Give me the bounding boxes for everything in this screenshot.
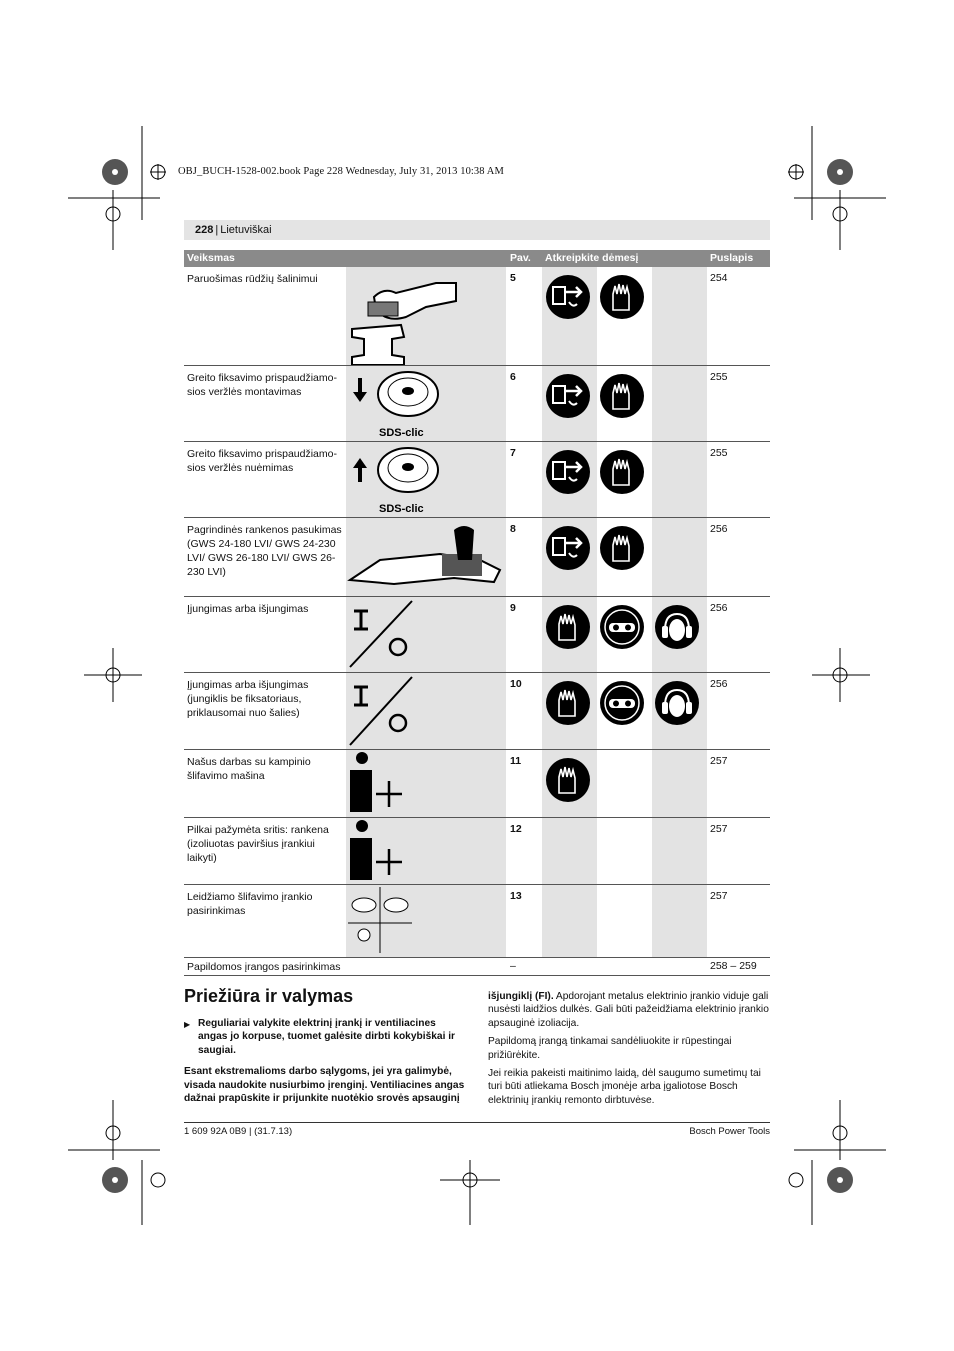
row-fig: – — [510, 960, 516, 972]
row-action: Įjungimas arba išjungimas — [187, 603, 309, 615]
operations-table — [184, 250, 770, 976]
handle-rotation-illustration — [346, 518, 508, 596]
table-row — [184, 958, 770, 976]
goggles-icon — [599, 604, 645, 650]
page-separator: | — [215, 224, 219, 236]
unplug-icon — [545, 525, 591, 571]
print-header: OBJ_BUCH-1528-002.book Page 228 Wednesday, July 31, 2013 10:38 AM — [178, 166, 504, 177]
row-fig: 6 — [510, 371, 516, 383]
left-column — [184, 1017, 466, 1110]
table-row — [184, 267, 770, 366]
row-fig: 10 — [510, 678, 522, 690]
section-title: Priežiūra ir valymas — [184, 986, 354, 1006]
table-row — [184, 818, 770, 885]
gloves-icon — [599, 274, 645, 320]
table-row — [184, 597, 770, 673]
row-page: 256 — [710, 678, 728, 690]
row-action: Pagrindinės rankenos pasukimas (GWS 24-180 LVI/ GWS 24-230 LVI/ GWS 26-180 LVI/ GWS 26-230 LVI) — [187, 524, 342, 578]
row-fig: 12 — [510, 823, 522, 835]
bullet-triangle-icon: ▶ — [184, 1020, 191, 1029]
row-fig: 13 — [510, 890, 522, 902]
row-action: Greito fiksavimo prispaudžiamo-sios veržlės montavimas — [187, 372, 337, 398]
unplug-icon — [545, 373, 591, 419]
on-off-switch-illustration — [346, 597, 508, 672]
unplug-icon — [545, 449, 591, 495]
gloves-icon — [599, 525, 645, 571]
gloves-icon — [545, 680, 591, 726]
row-action: Papildomos įrangos pasirinkimas — [187, 961, 341, 973]
row-fig: 8 — [510, 523, 516, 535]
gloves-icon — [545, 757, 591, 803]
row-fig: 9 — [510, 602, 516, 614]
table-row — [184, 750, 770, 818]
row-page: 256 — [710, 602, 728, 614]
row-page: 257 — [710, 823, 728, 835]
goggles-icon — [599, 680, 645, 726]
rust-removal-illustration — [346, 267, 508, 365]
on-off-switch-illustration — [346, 673, 508, 749]
row-page: 255 — [710, 371, 728, 383]
table-row — [184, 442, 770, 518]
info-plus-icon — [346, 750, 508, 817]
header-action: Veiksmas — [187, 252, 235, 264]
row-fig: 11 — [510, 755, 522, 767]
footer-docnumber: 1 609 92A 0B9 | (31.7.13) — [184, 1126, 293, 1137]
gloves-icon — [599, 373, 645, 419]
table-row — [184, 673, 770, 750]
nut-mounting-illustration — [346, 366, 508, 441]
info-plus-icon — [346, 818, 508, 884]
gloves-icon — [599, 449, 645, 495]
page-number: 228 — [195, 224, 214, 236]
table-header — [184, 250, 770, 267]
right-column — [488, 990, 770, 1112]
row-action: Greito fiksavimo prispaudžiamo-sios veržlės nuėmimas — [187, 448, 337, 474]
grinding-tools-illustration — [346, 885, 508, 957]
row-fig: 5 — [510, 272, 516, 284]
right-paragraph-1: Apdorojant metalus elektrinio įrankio viduje gali nusėsti laidžios dulkės. Gali būti pažeidžiama elektrinio įrankio apsauginė izoliacija. — [488, 991, 769, 1029]
bullet-text: Reguliariai valykite elektrinį įrankį ir ventiliacines angas jo korpuse, tuomet galėsite dirbti kokybiškai ir saugiai. — [198, 1018, 456, 1056]
table-row — [184, 366, 770, 442]
sds-clic-label: SDS-clic — [379, 427, 424, 439]
fi-switch-text: išjungiklį (FI). — [488, 991, 554, 1002]
bold-paragraph: Esant ekstremalioms darbo sąlygoms, jei yra galimybė, visada naudokite nusiurbimo įrenginį. Ventiliacines angas dažnai prapūskite ir prijunkite nuotėkio srovės apsauginį — [184, 1066, 465, 1105]
gloves-icon — [545, 604, 591, 650]
right-paragraph-2: Papildomą įrangą tinkamai sandėliuokite ir rūpestingai prižiūrėkite. — [488, 1036, 732, 1061]
right-paragraph-3: Jei reikia pakeisti maitinimo laidą, dėl saugumo sumetimų tai turi būti atliekama Bosch įmonėje arba įgaliotose Bosch elektrinių įrankių remonto dirbtuvėse. — [488, 1068, 761, 1106]
header-fig: Pav. — [510, 252, 531, 264]
row-action: Našus darbas su kampinio šlifavimo mašina — [187, 756, 311, 782]
row-action: Paruošimas rūdžių šalinimui — [187, 273, 318, 285]
nut-removal-illustration — [346, 442, 508, 517]
footer-divider — [184, 1122, 770, 1123]
row-page: 254 — [710, 272, 728, 284]
ear-protection-icon — [654, 680, 700, 726]
row-action: Pilkai pažymėta sritis: rankena (izoliuotas paviršius įrankiui laikyti) — [187, 824, 329, 864]
row-action: Įjungimas arba išjungimas (jungiklis be fiksatoriaus, priklausomai nuo šalies) — [187, 679, 309, 719]
header-page: Puslapis — [710, 252, 754, 264]
header-attention: Atkreipkite dėmesį — [545, 252, 639, 264]
row-page: 257 — [710, 755, 728, 767]
unplug-icon — [545, 274, 591, 320]
table-row — [184, 518, 770, 597]
table-row — [184, 885, 770, 958]
footer-brand: Bosch Power Tools — [689, 1126, 770, 1137]
row-page: 258 – 259 — [710, 960, 757, 972]
row-page: 256 — [710, 523, 728, 535]
sds-clic-label: SDS-clic — [379, 503, 424, 515]
row-fig: 7 — [510, 447, 516, 459]
row-page: 257 — [710, 890, 728, 902]
page-header-bar — [184, 220, 770, 240]
page-language: Lietuviškai — [220, 224, 272, 236]
row-action: Leidžiamo šlifavimo įrankio pasirinkimas — [187, 891, 313, 917]
ear-protection-icon — [654, 604, 700, 650]
row-page: 255 — [710, 447, 728, 459]
